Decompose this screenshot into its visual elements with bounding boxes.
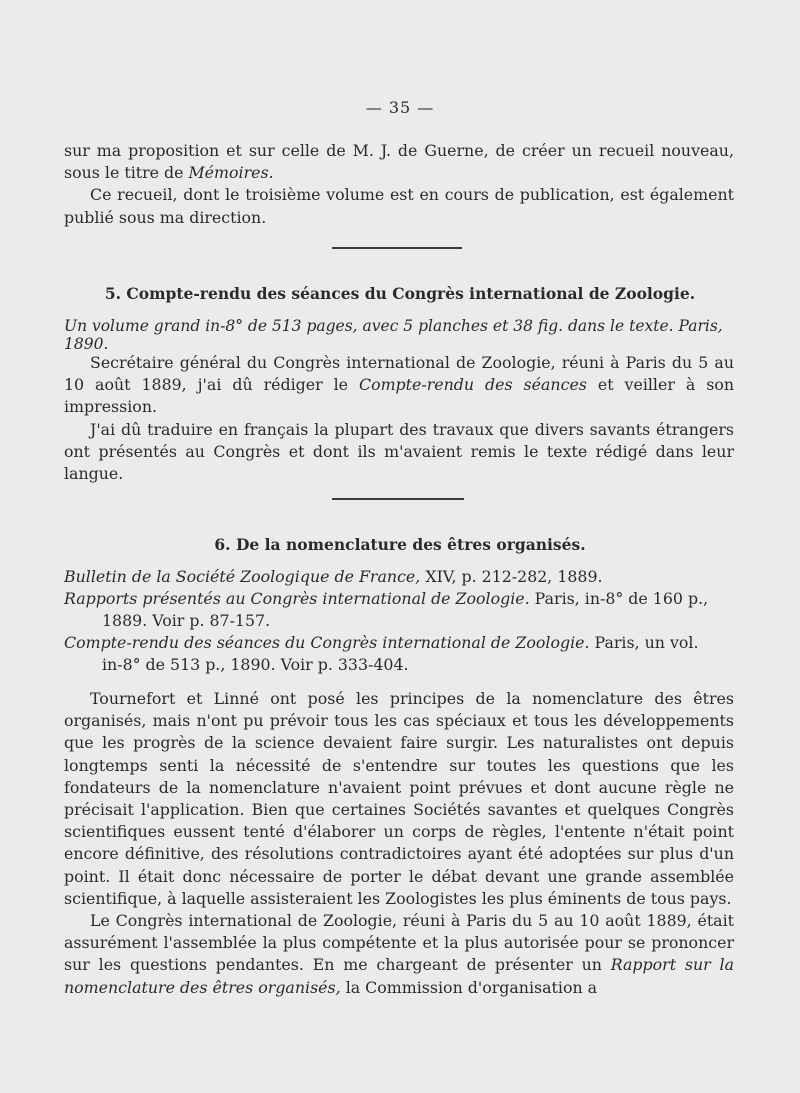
section-5-paragraph-2: J'ai dû traduire en français la plupart des travaux que divers savants étrangers ont présentés au Congrès et dont ils m'avaient remis le texte rédigé dans leur langue. [64, 419, 734, 484]
section-6-text [64, 688, 734, 999]
section-5-subtitle: Un volume grand in-8° de 513 pages, avec 5 planches et 38 fig. dans le texte. Paris, 1890. [64, 317, 723, 353]
section-divider-2 [332, 498, 464, 500]
reference-2: Rapports présentés au Congrès international de Zoologie. Paris, in-8° de 160 p., [64, 589, 709, 608]
references-list [64, 566, 736, 676]
rapport-title: Rapport sur la nomenclature des êtres organisés, [64, 955, 734, 997]
section-5-heading: 5. Compte-rendu des séances du Congrès international de Zoologie. [104, 284, 696, 303]
section-divider-1 [332, 247, 462, 249]
reference-2-continuation: 1889. Voir p. 87-157. [102, 611, 271, 630]
reference-1: Bulletin de la Société Zoologique de France, XIV, p. 212-282, 1889. [64, 567, 603, 586]
compte-rendu-title: Compte-rendu des séances [358, 375, 587, 395]
intro-paragraph-1: sur ma proposition et sur celle de M. J. de Guerne, de créer un recueil nouveau, sous le titre de Mémoires. [64, 141, 734, 183]
section-6-heading: 6. De la nomenclature des êtres organisés. [214, 535, 586, 554]
intro-text [64, 140, 734, 229]
reference-3-continuation: in-8° de 513 p., 1890. Voir p. 333-404. [102, 655, 409, 674]
memoires-title: Mémoires. [188, 163, 274, 183]
reference-3: Compte-rendu des séances du Congrès international de Zoologie. Paris, un vol. [64, 633, 699, 652]
section-6-paragraph-2: Le Congrès international de Zoologie, réuni à Paris du 5 au 10 août 1889, était assurément l'assemblée la plus compétente et la plus autorisée pour se prononcer sur les questions pendantes. En me chargeant de présenter un Rapport sur la nomenclature des êtres organisés, la Commission d'organisation a [64, 911, 734, 997]
section-6-paragraph-1: Tournefort et Linné ont posé les principes de la nomenclature des êtres organisés, mais n'ont pu prévoir tous les cas spéciaux et tous les développements que les progrès de la science devaient faire surgir. Les naturalistes ont depuis longtemps senti la nécessité de s'entendre sur toutes les questions que les fondateurs de la nomenclature n'avaient point prévues et dont aucune règle ne précisait l'application. Bien que certaines Sociétés savantes et quelques Congrès scientifiques eussent tenté d'élaborer un corps de règles, l'entente n'était point encore définitive, des résolutions contradictoires ayant été adoptées sur plus d'un point. Il était donc nécessaire de porter le débat devant une grande assemblée scientifique, à laquelle assisteraient les Zoologistes les plus éminents de tous pays. [64, 689, 734, 908]
intro-paragraph-2: Ce recueil, dont le troisième volume est en cours de publication, est également publié sous ma direction. [64, 185, 734, 227]
page-number: — 35 — [365, 98, 435, 117]
section-5-text [64, 352, 734, 485]
section-5-paragraph-1: Secrétaire général du Congrès international de Zoologie, réuni à Paris du 5 au 10 août 1889, j'ai dû rédiger le Compte-rendu des séances et veiller à son impression. [64, 353, 735, 417]
